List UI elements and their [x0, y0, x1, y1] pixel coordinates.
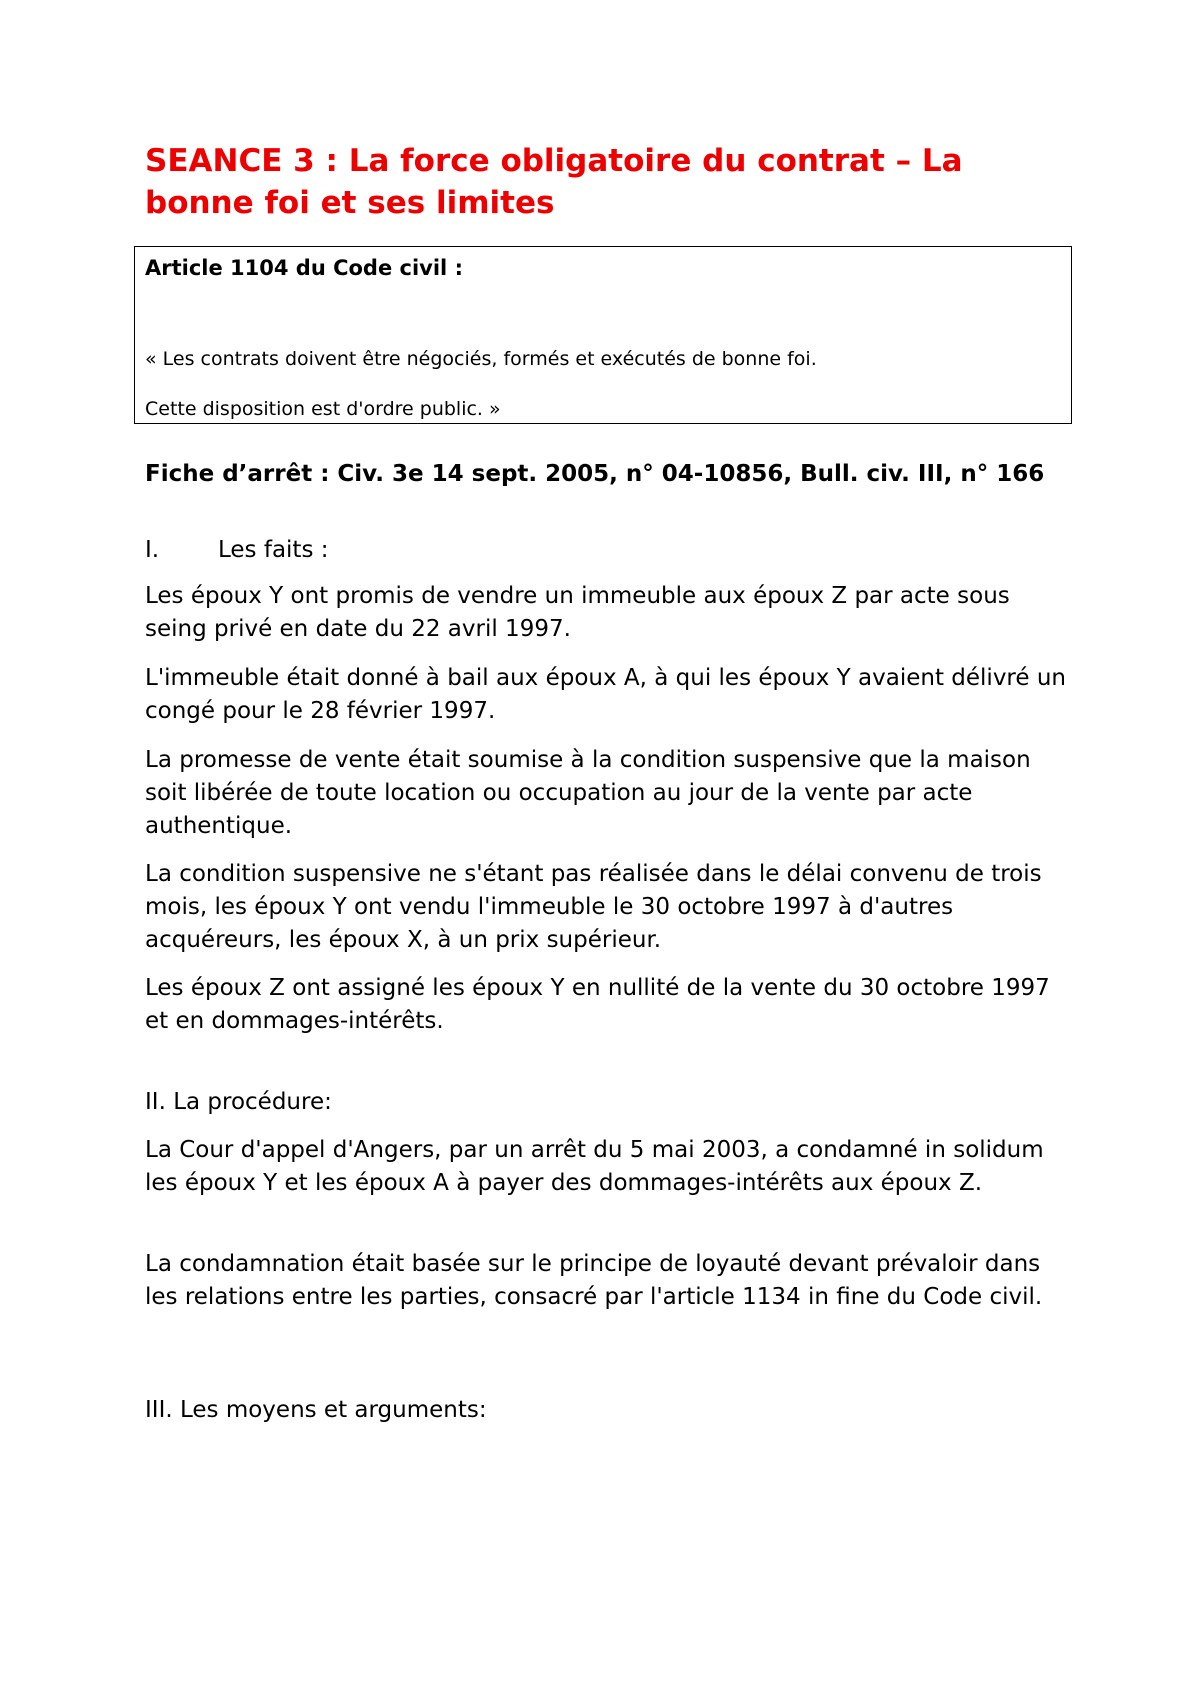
paragraph: La condition suspensive ne s'étant pas réalisée dans le délai convenu de trois mois, les époux Y ont vendu l'immeuble le 30 octobre 1997 à d'autres acquéreurs, les époux X, à un prix supérieur. [145, 861, 1042, 953]
page-title: SEANCE 3 : La force obligatoire du contrat – La bonne foi et ses limites [145, 143, 963, 221]
article-box [134, 246, 1072, 424]
paragraph: L'immeuble était donné à bail aux époux A, à qui les époux Y avaient délivré un congé pour le 28 février 1997. [145, 665, 1066, 724]
fiche-heading: Fiche d’arrêt : Civ. 3e 14 sept. 2005, n° 04-10856, Bull. civ. III, n° 166 [145, 461, 1045, 487]
section-1-number: I. [145, 537, 160, 563]
section-3-title: III. Les moyens et arguments: [145, 1397, 487, 1423]
paragraph: Les époux Y ont promis de vendre un immeuble aux époux Z par acte sous seing privé en date du 22 avril 1997. [145, 583, 1010, 642]
paragraph: Les époux Z ont assigné les époux Y en nullité de la vente du 30 octobre 1997 et en dommages-intérêts. [145, 975, 1050, 1034]
paragraph: La condamnation était basée sur le principe de loyauté devant prévaloir dans les relations entre les parties, consacré par l'article 1134 in fine du Code civil. [145, 1251, 1043, 1310]
paragraph: La promesse de vente était soumise à la condition suspensive que la maison soit libérée de toute location ou occupation au jour de la vente par acte authentique. [145, 747, 1031, 839]
paragraph: La Cour d'appel d'Angers, par un arrêt du 5 mai 2003, a condamné in solidum les époux Y et les époux A à payer des dommages-intérêts aux époux Z. [145, 1137, 1044, 1196]
section-1-title: Les faits : [218, 537, 329, 563]
article-heading: Article 1104 du Code civil : [145, 256, 463, 280]
article-quote-line-1: « Les contrats doivent être négociés, formés et exécutés de bonne foi. [145, 348, 817, 370]
section-2-title: II. La procédure: [145, 1089, 332, 1115]
article-quote-line-2: Cette disposition est d'ordre public. » [145, 398, 501, 420]
